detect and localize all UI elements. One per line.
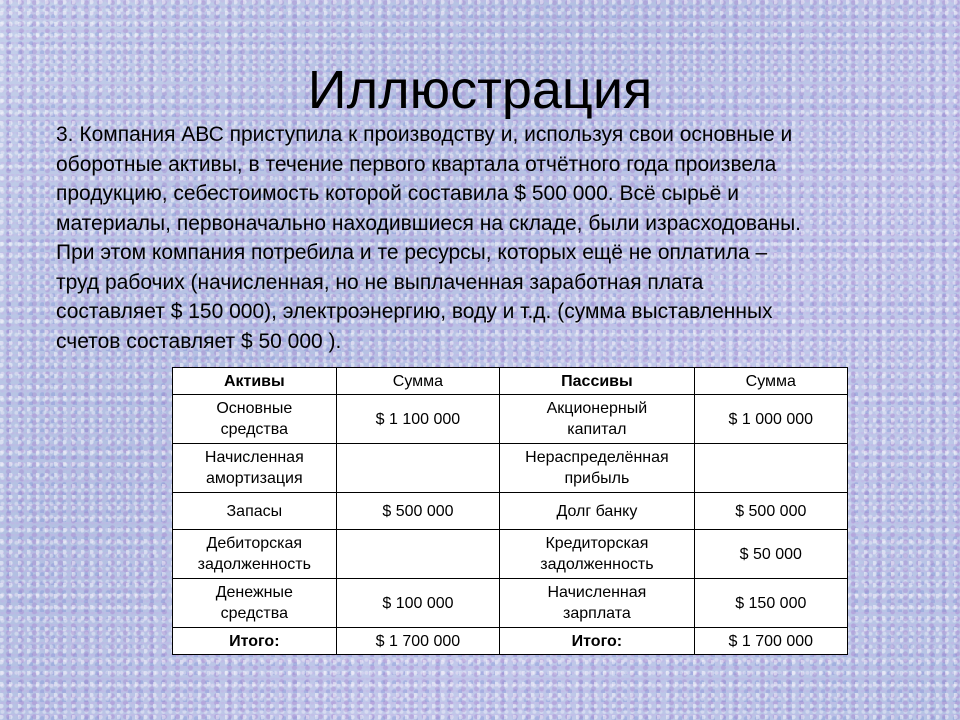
paragraph-line: оборотные активы, в течение первого квартала отчётного года произвела xyxy=(56,152,777,176)
liability-name-cell: Нераспределённая прибыль xyxy=(500,444,694,493)
asset-name-cell: Денежные средства xyxy=(173,579,337,628)
paragraph-line: счетов составляет $ 50 000 ). xyxy=(56,329,342,353)
total-liabilities-sum: $ 1 700 000 xyxy=(694,628,847,655)
asset-sum-cell xyxy=(336,444,500,493)
table-row xyxy=(173,579,848,628)
paragraph-line: При этом компания потребила и те ресурсы, которых ещё не оплатила – xyxy=(56,241,768,264)
table-row xyxy=(173,493,848,530)
table-row xyxy=(173,444,848,493)
liability-name-cell: Долг банку xyxy=(500,493,694,530)
paragraph-line: продукцию, себестоимость которой составила $ 500 000. Всё сырьё и xyxy=(56,182,739,205)
paragraph-line: 3. Компания АВС приступила к производству и, используя свои основные и xyxy=(56,123,793,146)
asset-name-cell: Основные средства xyxy=(173,395,337,444)
table-total-row xyxy=(173,628,848,655)
slide-title: Иллюстрация xyxy=(307,60,653,120)
header-assets-sum: Сумма xyxy=(336,368,500,395)
liability-sum-cell: $ 500 000 xyxy=(694,493,847,530)
asset-sum-cell: $ 1 100 000 xyxy=(336,395,500,444)
asset-sum-cell xyxy=(336,530,500,579)
asset-name-cell: Начисленная амортизация xyxy=(173,444,337,493)
liability-sum-cell: $ 150 000 xyxy=(694,579,847,628)
task-paragraph xyxy=(56,120,916,356)
asset-sum-cell: $ 100 000 xyxy=(336,579,500,628)
liability-sum-cell: $ 50 000 xyxy=(694,530,847,579)
total-assets-label: Итого: xyxy=(173,628,337,655)
total-assets-sum: $ 1 700 000 xyxy=(336,628,500,655)
header-assets: Активы xyxy=(173,368,337,395)
balance-table xyxy=(172,367,848,655)
paragraph-line: труд рабочих (начисленная, но не выплаченная заработная плата xyxy=(56,270,704,294)
liability-sum-cell: $ 1 000 000 xyxy=(694,395,847,444)
asset-name-cell: Запасы xyxy=(173,493,337,530)
header-liabilities: Пассивы xyxy=(500,368,694,395)
asset-sum-cell: $ 500 000 xyxy=(336,493,500,530)
paragraph-line: материалы, первоначально находившиеся на складе, были израсходованы. xyxy=(56,211,802,235)
liability-name-cell: Кредиторская задолженность xyxy=(500,530,694,579)
table-row xyxy=(173,530,848,579)
liability-name-cell: Начисленная зарплата xyxy=(500,579,694,628)
header-liabilities-sum: Сумма xyxy=(694,368,847,395)
total-liabilities-label: Итого: xyxy=(500,628,694,655)
paragraph-line: составляет $ 150 000), электроэнергию, воду и т.д. (сумма выставленных xyxy=(56,300,773,323)
table-row xyxy=(173,395,848,444)
asset-name-cell: Дебиторская задолженность xyxy=(173,530,337,579)
table-header-row xyxy=(173,368,848,395)
liability-sum-cell xyxy=(694,444,847,493)
liability-name-cell: Акционерный капитал xyxy=(500,395,694,444)
